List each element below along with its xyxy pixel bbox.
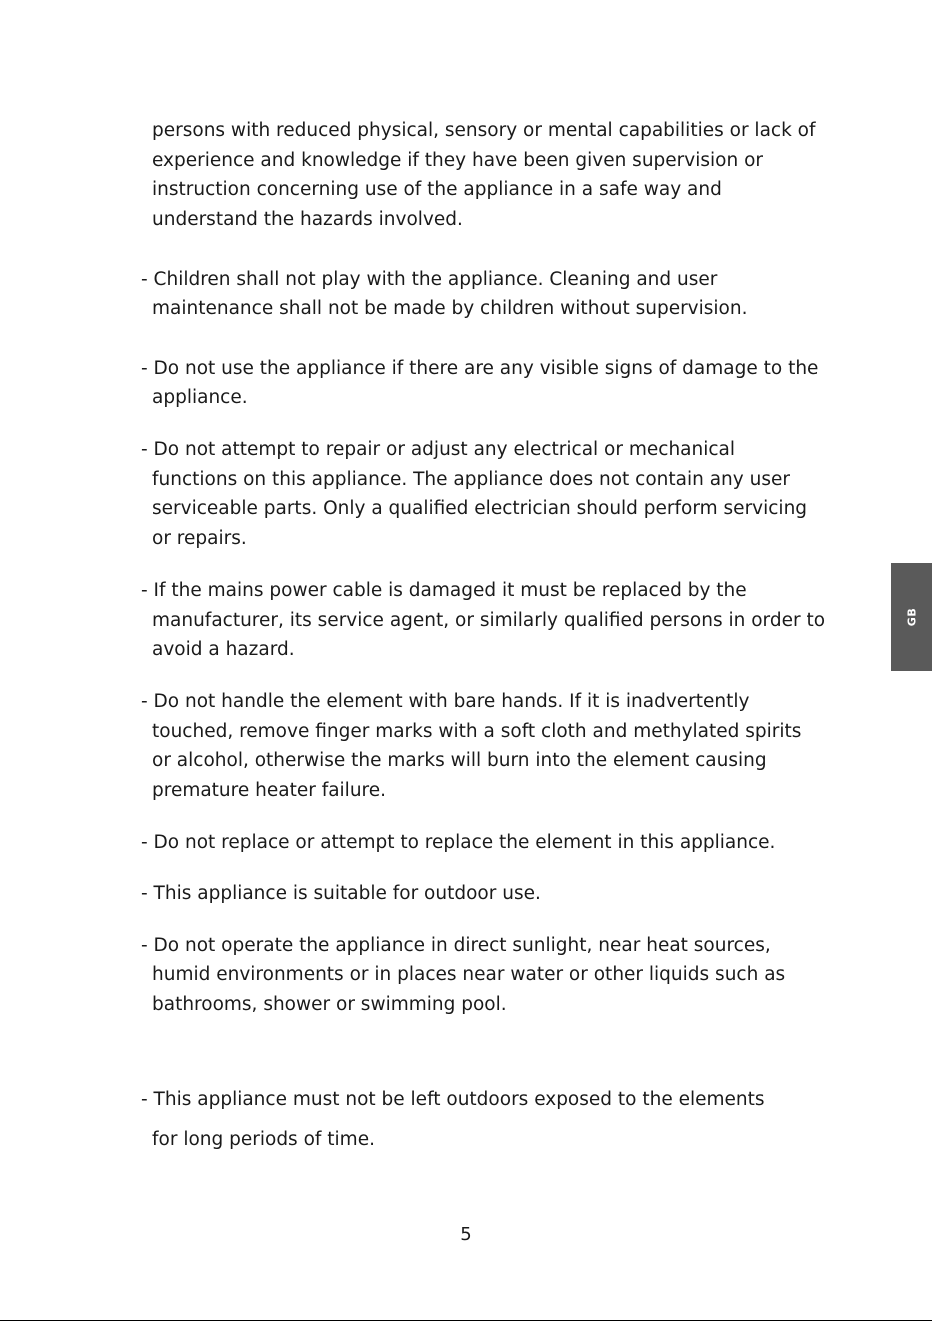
text-line: understand the hazards involved. — [152, 209, 463, 230]
text-line: humid environments or in places near water or other liquids such as — [152, 964, 786, 985]
text-line: functions on this appliance. The appliance does not contain any user — [152, 469, 790, 490]
text-line: experience and knowledge if they have been given supervision or — [152, 150, 763, 171]
bottom-divider — [0, 1320, 932, 1321]
text-line: persons with reduced physical, sensory or mental capabilities or lack of — [152, 120, 816, 141]
text-line: - Do not use the appliance if there are any visible signs of damage to the — [141, 358, 819, 379]
text-line: - Do not attempt to repair or adjust any electrical or mechanical — [141, 439, 736, 460]
text-line: - Do not handle the element with bare hands. If it is inadvertently — [141, 691, 750, 712]
text-line: premature heater failure. — [152, 780, 387, 801]
text-line: - This appliance must not be left outdoors exposed to the elements — [141, 1089, 765, 1110]
text-line: bathrooms, shower or swimming pool. — [152, 994, 507, 1015]
text-line: - Children shall not play with the appliance. Cleaning and user — [141, 269, 718, 290]
text-line: touched, remove finger marks with a soft cloth and methylated spirits — [152, 721, 802, 742]
text-line: or alcohol, otherwise the marks will burn into the element causing — [152, 750, 767, 771]
language-tab-label: GB — [905, 607, 918, 627]
page-number: 5 — [460, 1224, 472, 1245]
text-line: maintenance shall not be made by children without supervision. — [152, 298, 748, 319]
text-line: avoid a hazard. — [152, 639, 295, 660]
text-line: serviceable parts. Only a qualified electrician should perform servicing — [152, 498, 808, 519]
text-line: - This appliance is suitable for outdoor use. — [141, 883, 541, 904]
text-line: appliance. — [152, 387, 248, 408]
text-line: - Do not operate the appliance in direct sunlight, near heat sources, — [141, 935, 771, 956]
text-line: - Do not replace or attempt to replace the element in this appliance. — [141, 832, 776, 853]
text-line: instruction concerning use of the appliance in a safe way and — [152, 179, 722, 200]
text-line: or repairs. — [152, 528, 247, 549]
text-line: - If the mains power cable is damaged it must be replaced by the — [141, 580, 747, 601]
text-line: for long periods of time. — [152, 1129, 375, 1150]
language-tab — [891, 563, 932, 671]
text-line: manufacturer, its service agent, or similarly qualified persons in order to — [152, 610, 826, 631]
